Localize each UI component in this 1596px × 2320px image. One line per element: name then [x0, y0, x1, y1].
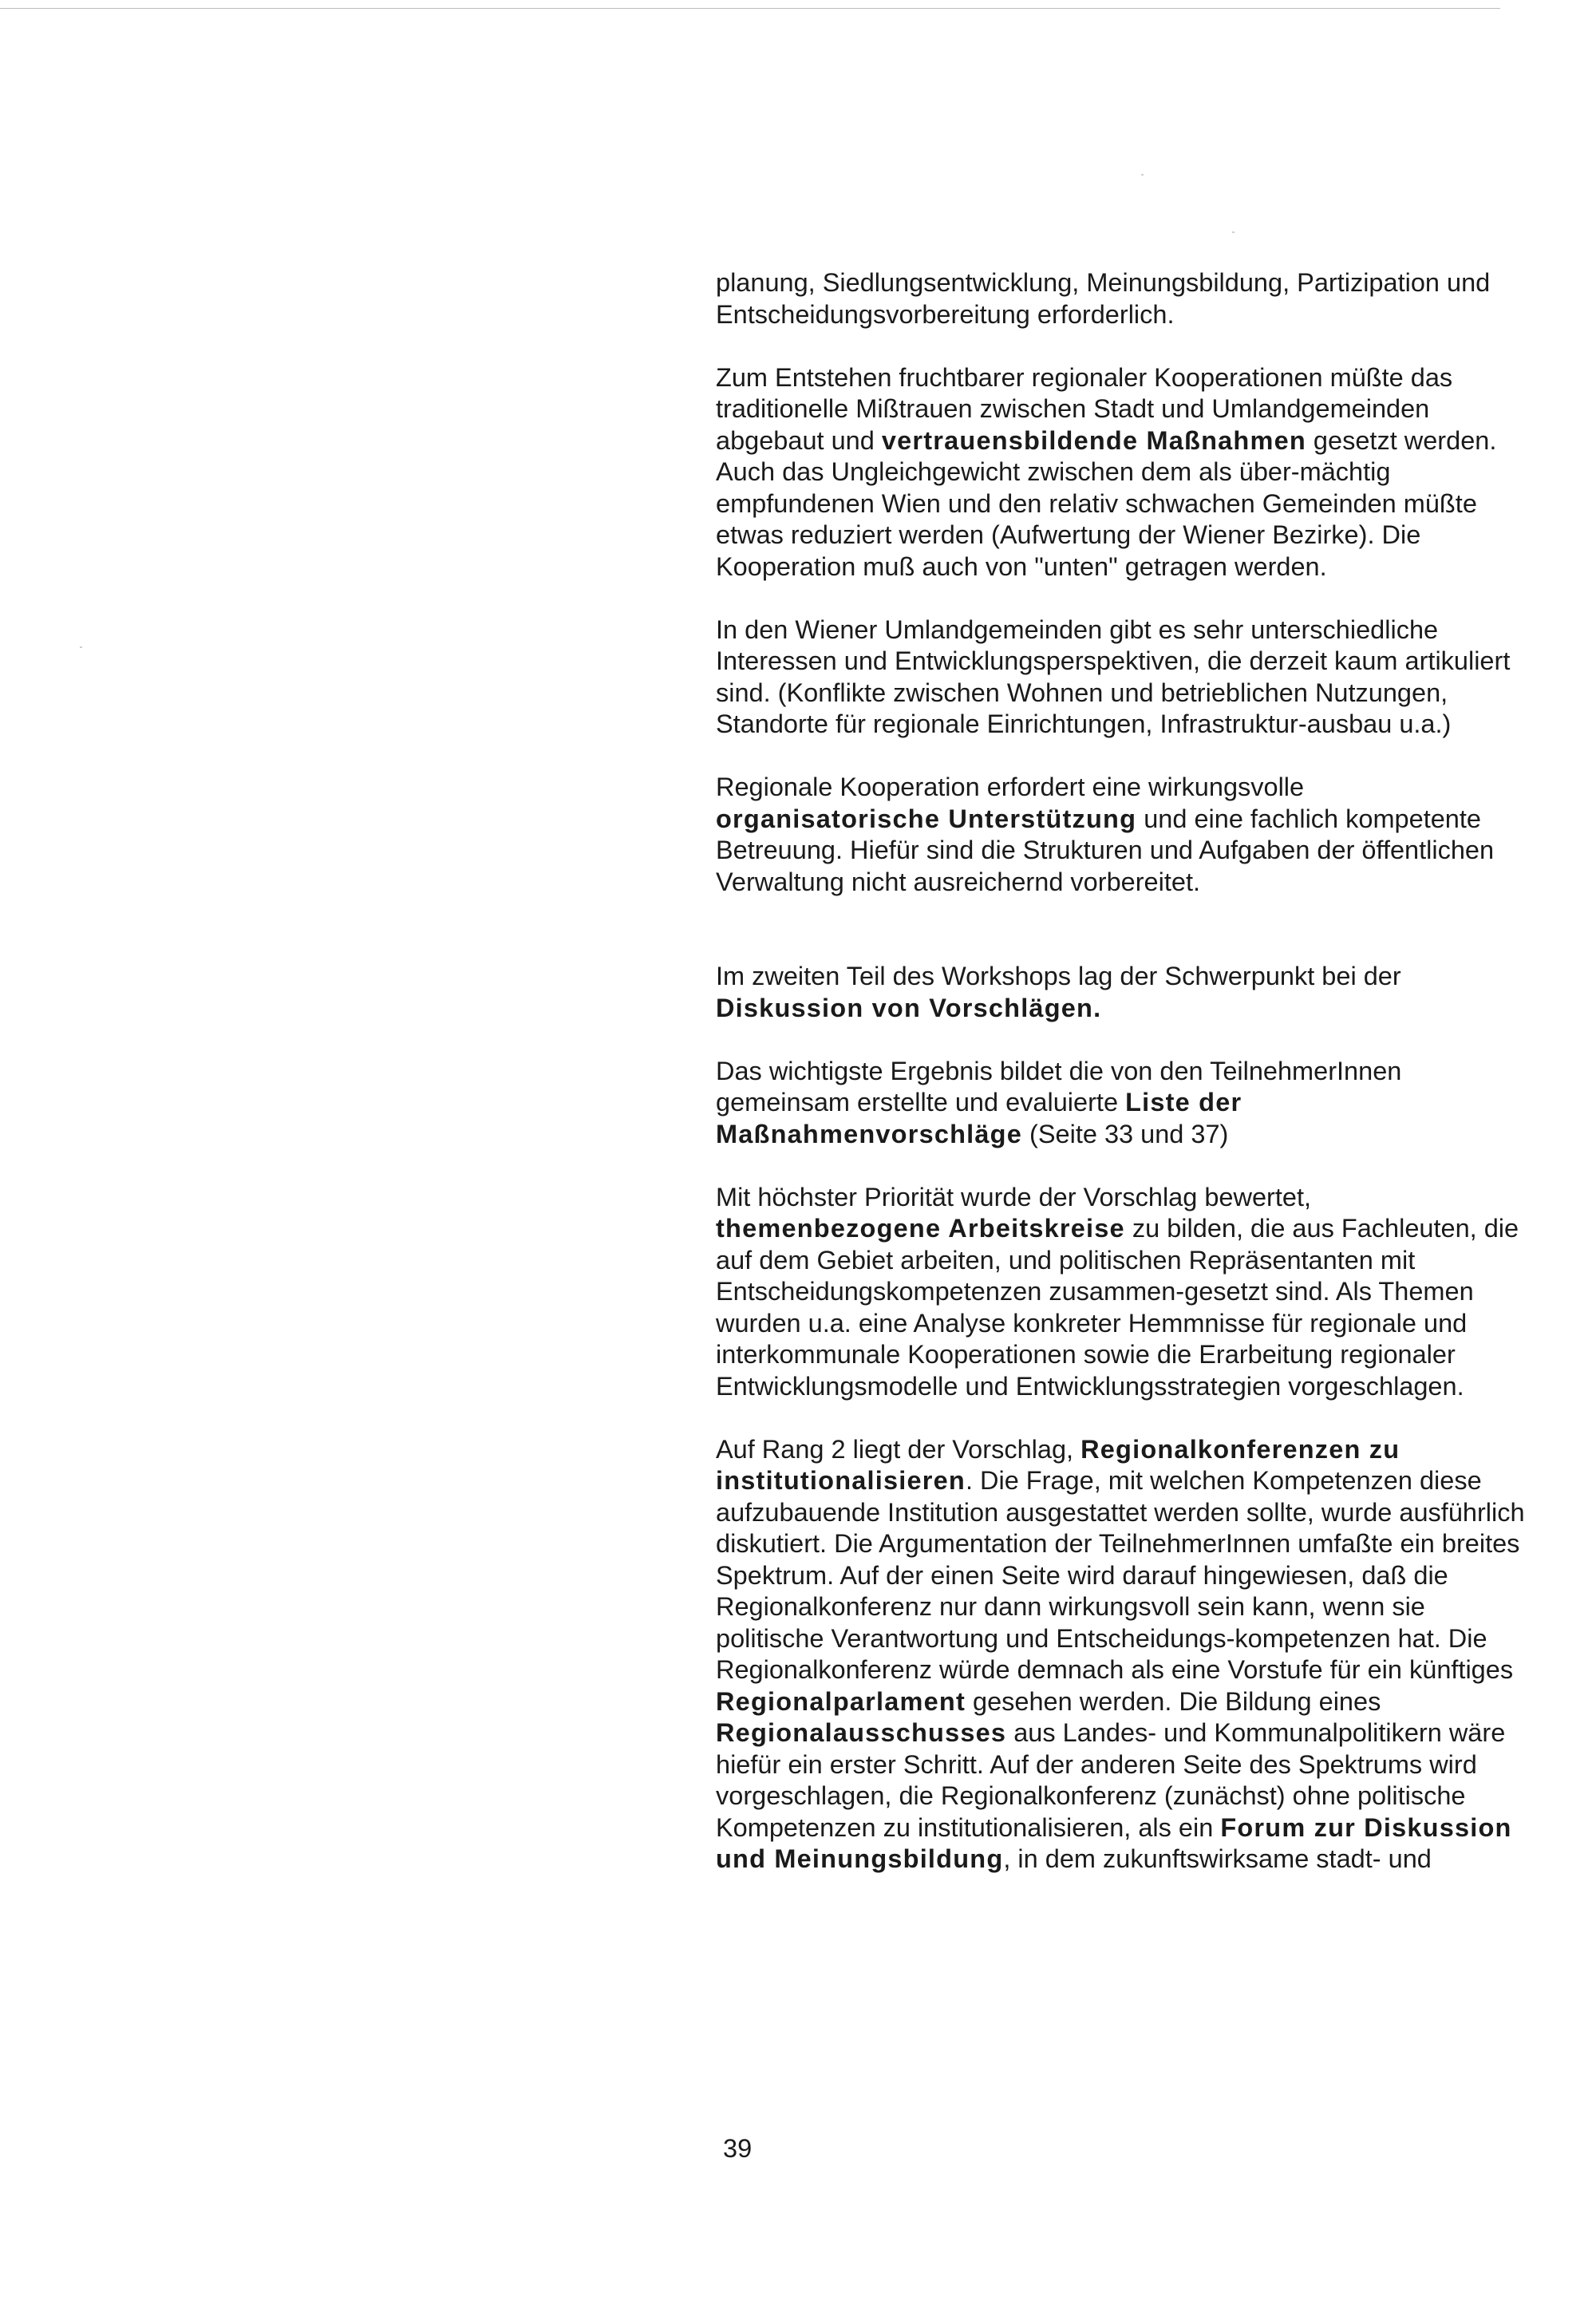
scan-speck [80, 646, 82, 648]
bold-term-diskussion-von-vorschlaegen: Diskussion von Vorschlägen. [716, 993, 1102, 1022]
paragraph-wichtigstes-ergebnis [716, 1056, 1530, 1151]
text-segment: Das wichtigste Ergebnis bildet die von den TeilnehmerInnen gemeinsam erstellte und evaluierte [716, 1056, 1402, 1117]
text-segment: gesehen werden. Die Bildung eines [965, 1686, 1381, 1716]
scan-top-rule [0, 8, 1500, 9]
text-segment: und eine fachlich kompetente Betreuung. Hiefür sind die Strukturen und Aufgaben der öffentlichen Verwaltung nicht ausreichernd vorbereitet. [716, 804, 1495, 896]
text-segment: . Die Frage, mit welchen Kompetenzen diese aufzubauende Institution ausgestattet werden sollte, wurde ausführlich diskutiert. Die Argumentation der TeilnehmerInnen umfaßte ein breites Spektrum. Auf der einen Seite wird darauf hingewiesen, daß die Regionalkonferenz nur dann wirkungsvoll sein kann, wenn sie politische Verantwortung und Entscheidungs-kompetenzen hat. Die Regionalkonferenz würde demnach als eine Vorstufe für ein künftiges [716, 1466, 1525, 1684]
text-segment: Mit höchster Priorität wurde der Vorschlag bewertet, [716, 1182, 1312, 1211]
paragraph-regionalkonferenzen [716, 1434, 1530, 1875]
text-segment: Auf Rang 2 liegt der Vorschlag, [716, 1434, 1081, 1464]
scan-speck [1141, 174, 1144, 176]
bold-term-themenbezogene-arbeitskreise: themenbezogene Arbeitskreise [716, 1214, 1125, 1243]
paragraph-siedlungsentwicklung [716, 267, 1530, 330]
paragraph-kooperationen [716, 362, 1530, 583]
page-number: 39 [723, 2134, 753, 2163]
bold-term-liste-der-massnahmenvorschlaege: Liste der Maßnahmenvorschläge [716, 1088, 1242, 1148]
text-segment: , in dem zukunftswirksame stadt- und [1003, 1844, 1432, 1873]
bold-term-organisatorische-unterstuetzung: organisatorische Unterstützung [716, 804, 1137, 833]
paragraph-umlandgemeinden [716, 615, 1530, 741]
paragraph-organisatorische-unterstuetzung [716, 772, 1530, 898]
bold-term-regionalausschusses: Regionalausschusses [716, 1718, 1007, 1747]
paragraph-workshop-teil-zwei [716, 961, 1530, 1024]
body-text-column [716, 267, 1530, 1907]
bold-term-regionalparlament: Regionalparlament [716, 1686, 966, 1716]
text-segment: In den Wiener Umlandgemeinden gibt es sehr unterschiedliche Interessen und Entwicklungsperspektiven, die derzeit kaum artikuliert sind. (Konflikte zwischen Wohnen und betrieblichen Nutzungen, Standorte für regionale Einrichtungen, Infrastruktur-ausbau u.a.) [716, 615, 1511, 738]
bold-term-forum-zur-diskussion: Forum zur Diskussion und Meinungsbildung [716, 1812, 1512, 1873]
text-segment: gesetzt werden. Auch das Ungleichgewicht zwischen dem als über-mächtig empfundenen Wien und den relativ schwachen Gemeinden müßte etwas reduziert werden (Aufwertung der Wiener Bezirke). Die Kooperation muß auch von "unten" getragen werden. [716, 425, 1497, 581]
bold-term-regionalkonferenzen: Regionalkonferenzen zu institutionalisieren [716, 1434, 1400, 1495]
paragraph-arbeitskreise [716, 1182, 1530, 1403]
text-segment: Regionale Kooperation erfordert eine wirkungsvolle [716, 773, 1305, 801]
text-segment: Zum Entstehen fruchtbarer regionaler Kooperationen müßte das traditionelle Mißtrauen zwischen Stadt und Umlandgemeinden abgebaut und [716, 362, 1453, 455]
text-segment: zu bilden, die aus Fachleuten, die auf dem Gebiet arbeiten, und politischen Repräsentanten mit Entscheidungskompetenzen zusammen-gesetzt sind. Als Themen wurden u.a. eine Analyse konkreter Hemmnisse für regionale und interkommunale Kooperationen sowie die Erarbeitung regionaler Entwicklungsmodelle und Entwicklungsstrategien vorgeschlagen. [716, 1214, 1519, 1401]
text-segment: (Seite 33 und 37) [1022, 1119, 1229, 1148]
bold-term-vertrauensbildende-massnahmen: vertrauensbildende Maßnahmen [881, 425, 1306, 455]
text-segment: planung, Siedlungsentwicklung, Meinungsbildung, Partizipation und Entscheidungsvorbereitung erforderlich. [716, 268, 1491, 329]
text-segment: Im zweiten Teil des Workshops lag der Schwerpunkt bei der [716, 962, 1401, 990]
scan-speck [1232, 231, 1235, 233]
text-segment: aus Landes- und Kommunalpolitikern wäre hiefür ein erster Schritt. Auf der anderen Seite des Spektrums wird vorgeschlagen, die Regionalkonferenz (zunächst) ohne politische Kompetenzen zu institutionalisieren, als ein [716, 1718, 1506, 1842]
